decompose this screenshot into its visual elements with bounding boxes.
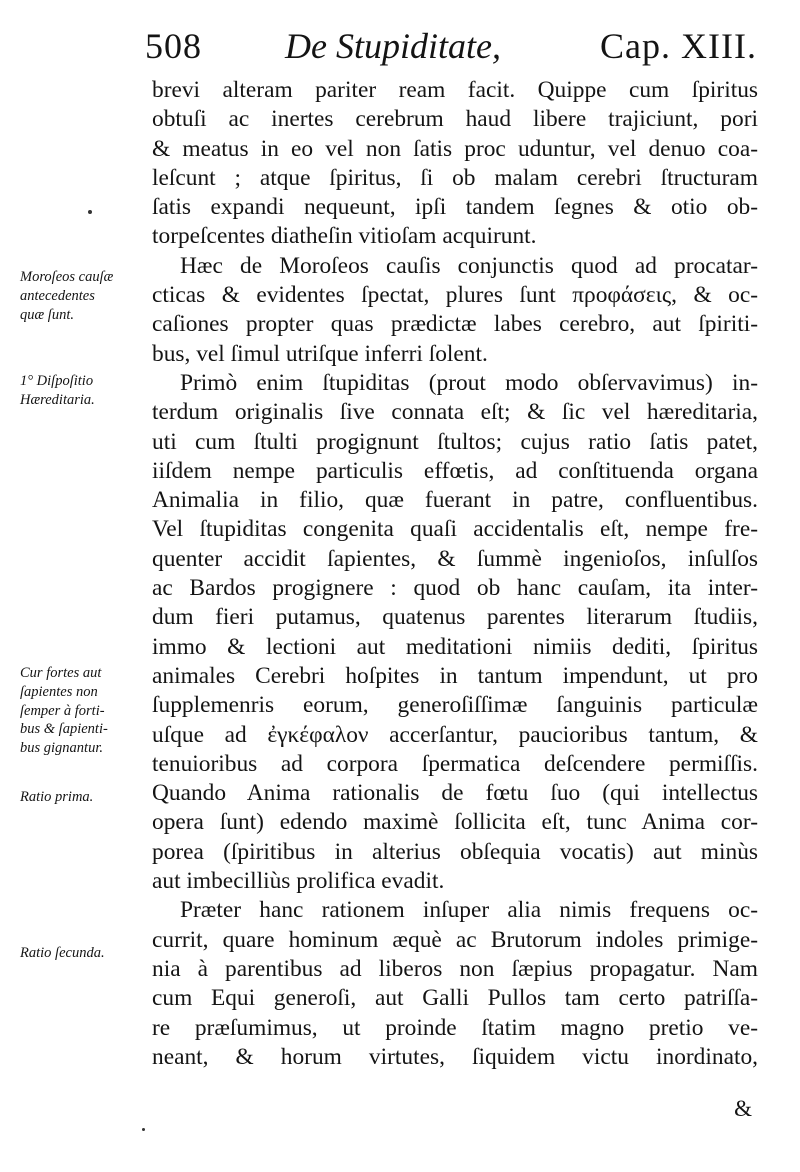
text-line: immo & lectioni aut meditationi nimiis dediti, ſpiritus (152, 633, 758, 660)
body-text (152, 76, 758, 1072)
text-line: Animalia in filio, quæ fuerant in patre, confluentibus. (152, 487, 758, 514)
text-line: currit, quare hominum æquè ac Brutorum indoles primige- (152, 926, 758, 953)
text-line: Primò enim ſtupiditas (prout modo obſervavimus) in- (180, 369, 758, 396)
text-line: bus, vel ſimul utriſque inferri ſolent. (152, 340, 488, 367)
text-line: uſque ad ἐγκέφαλον accerſantur, paucioribus tantum, & (152, 721, 758, 748)
text-line: torpeſcentes diatheſin vitioſam acquirunt. (152, 223, 537, 250)
text-line: ſupplemenris eorum, generoſiſſimæ ſanguinis particulæ (152, 692, 758, 719)
text-line: Præter hanc rationem inſuper alia nimis frequens oc- (180, 897, 758, 924)
text-line: iiſdem nempe particulis effœtis, ad conſtituenda organa (152, 457, 758, 484)
ink-speck (142, 1128, 145, 1131)
text-line: Quando Anima rationalis de fœtu ſuo (qui intellectus (152, 780, 758, 807)
margin-note-hereditary: 1° Diſpoſitio Hæreditaria. (20, 373, 95, 408)
text-line: & meatus in eo vel non ſatis proc uduntur, vel denuo coa- (152, 135, 758, 162)
margin-note-first-reason: Ratio prima. (20, 789, 94, 805)
text-line: Hæc de Moroſeos cauſis conjunctis quod ad procatar- (180, 252, 758, 279)
margin-note-morose-causes: Moroſeos cauſæ antecedentes quæ ſunt. (20, 269, 114, 323)
text-line: quenter accidit ſapientes, & ſummè ingenioſos, inſulſos (152, 545, 758, 572)
text-line: re præſumimus, ut proinde ſtatim magno pretio ve- (152, 1014, 758, 1041)
chapter-label: Cap. XIII. (600, 26, 757, 66)
text-line: cticas & evidentes ſpectat, plures ſunt προφάσεις, & oc- (152, 282, 758, 309)
running-title: De Stupiditate, (285, 26, 501, 66)
text-line: neant, & horum virtutes, ſiquidem victu inordinato, (152, 1043, 758, 1070)
text-line: cum Equi generoſi, aut Galli Pullos tam certo patriſſa- (152, 985, 758, 1012)
text-line: nia à parentibus ad liberos non ſæpius propagatur. Nam (152, 955, 758, 982)
ink-speck (88, 210, 92, 214)
margin-note-why-not-begotten: Cur fortes aut ſapientes non ſemper à forti- bus & ſapienti- bus gignantur. (20, 665, 108, 757)
text-line: leſcunt ; atque ſpiritus, ſi ob malam cerebri ſtructuram (152, 164, 758, 191)
text-line: aut imbecilliùs prolifica evadit. (152, 868, 445, 895)
margin-note-second-reason: Ratio ſecunda. (20, 945, 105, 961)
page-number: 508 (145, 26, 202, 66)
text-line: obtuſi ac inertes cerebrum haud libere trajiciunt, pori (152, 106, 758, 133)
text-line: opera ſunt) edendo maximè ſollicita eſt, tunc Anima cor- (152, 809, 758, 836)
running-header (145, 14, 757, 78)
text-line: ac Bardos progignere : quod ob hanc cauſam, ita inter- (152, 575, 758, 602)
text-line: tenuioribus ad corpora ſpermatica deſcendere permiſſis. (152, 750, 758, 777)
text-line: dum fieri putamus, quatenus parentes literarum ſtudiis, (152, 604, 758, 631)
text-line: Vel ſtupiditas congenita quaſi accidentalis eſt, nempe fre- (152, 516, 758, 543)
text-line: caſiones propter quas prædictæ labes cerebro, aut ſpiriti- (152, 311, 758, 338)
catchword: & (734, 1096, 752, 1121)
text-line: animales Cerebri hoſpites in tantum impendunt, ut pro (152, 662, 758, 689)
text-line: uti cum ſtulti progignunt ſtultos; cujus ratio ſatis patet, (152, 428, 758, 455)
text-line: brevi alteram pariter ream facit. Quippe cum ſpiritus (152, 77, 758, 103)
text-line: terdum originalis ſive connata eſt; & ſic vel hæreditaria, (152, 399, 758, 426)
text-line: porea (ſpiritibus in alterius obſequia vocatis) aut minùs (152, 838, 758, 865)
text-line: ſatis expandi nequeunt, ipſi tandem ſegnes & otio ob- (152, 194, 758, 221)
